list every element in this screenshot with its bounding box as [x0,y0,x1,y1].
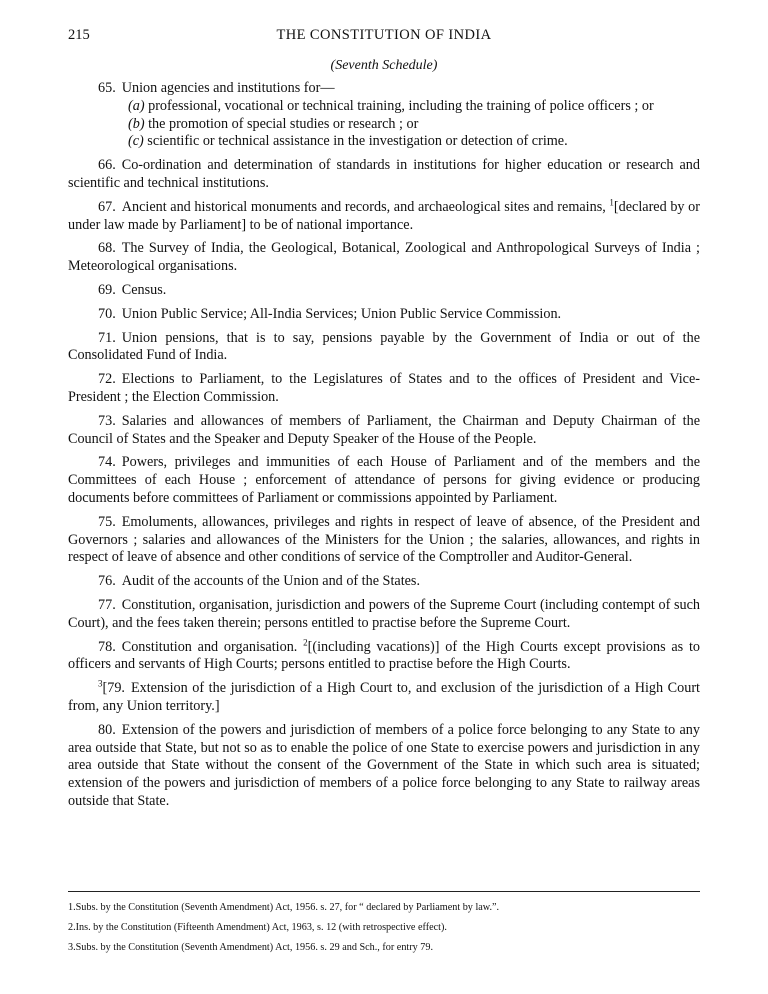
entry-text: Ancient and historical monuments and records, and archaeological sites and remains, [121,198,610,215]
entry-number: 68. [98,240,116,257]
entry-number: [79. [102,680,125,697]
entry-text: Extension of the jurisdiction of a High Court to, and exclusion of the jurisdiction of a High Court from, any Union territory.] [68,680,700,714]
entry-72 [68,371,700,407]
entry-number: 76. [98,573,116,590]
footnote-1: 1.Subs. by the Constitution (Seventh Amendment) Act, 1956. s. 27, for “ declared by Parliament by law.”. [68,902,500,913]
entry-67 [68,199,700,235]
schedule-subtitle: (Seventh Schedule) [330,58,438,73]
subitem-text: professional, vocational or technical training, including the training of police officers ; or [144,97,654,114]
entry-number: 78. [98,638,116,655]
entry-number: 80. [98,721,116,738]
subitem-label: (a) [128,97,145,114]
entry-number: 69. [98,281,116,298]
entry-68 [68,240,700,276]
entry-text-continued: [(including vacations)] of the High Courts except provisions as to officers and servants of High Courts; persons entitled to practise before the High Courts. [68,638,700,673]
entry-text: Union Public Service; All-India Services; Union Public Service Commission. [121,305,562,322]
entry-text-continued: [declared by or under law made by Parliament] to be of national importance. [68,198,700,233]
footnote-ref[interactable]: 3 [98,678,103,689]
footnote-ref[interactable]: 1 [609,197,614,208]
subitem-b [128,116,700,134]
entry-text: The Survey of India, the Geological, Botanical, Zoological and Anthropological Surveys of India ; Meteorological organisations. [68,240,700,275]
page-header [68,27,700,47]
entry-70 [68,306,700,324]
footnote-3: 3.Subs. by the Constitution (Seventh Amendment) Act, 1956. s. 29 and Sch., for entry 79. [68,942,434,953]
entry-text: Audit of the accounts of the Union and of the States. [121,573,420,590]
entry-number: 66. [98,157,116,174]
entry-text: Salaries and allowances of members of Parliament, the Chairman and Deputy Chairman of the Council of States and the Speaker and Deputy Speaker of the House of the People. [68,412,700,447]
entry-number: 70. [98,305,116,322]
subitem-label: (c) [128,133,144,150]
entry-65-subitems [128,98,700,151]
subitem-text: the promotion of special studies or research ; or [144,115,419,132]
entry-65 [68,80,700,98]
entry-number: 72. [98,371,116,388]
entry-text: Constitution and organisation. [121,638,304,655]
entry-number: 67. [98,198,116,215]
running-title: THE CONSTITUTION OF INDIA [276,27,492,43]
entries-list [68,80,700,817]
entry-77 [68,597,700,633]
footnote-divider [68,891,700,892]
entry-71 [68,330,700,366]
entry-text: Union agencies and institutions for— [121,80,335,96]
entry-number: 74. [98,454,116,471]
entry-74 [68,454,700,507]
entry-number: 71. [98,329,116,346]
entry-73 [68,413,700,449]
entry-text: Constitution, organisation, jurisdiction and powers of the Supreme Court (including contempt of such Court), and the fees taken therein; persons entitled to practise before the Supreme Court. [68,596,700,631]
page-number: 215 [68,27,90,43]
footnote-2: 2.Ins. by the Constitution (Fifteenth Amendment) Act, 1963, s. 12 (with retrospective effect). [68,922,447,933]
entry-80 [68,722,700,811]
entry-78 [68,636,700,675]
entry-69 [68,282,700,300]
subitem-text: scientific or technical assistance in the investigation or detection of crime. [143,133,568,150]
footnote-ref[interactable]: 2 [303,636,308,647]
entry-75 [68,514,700,567]
footnotes [68,898,708,958]
entry-66 [68,157,700,193]
entry-text: Co-ordination and determination of standards in institutions for higher education or research and scientific and technical institutions. [68,157,700,191]
entry-text: Elections to Parliament, to the Legislatures of States and to the offices of President and Vice-President ; the Election Commission. [68,371,700,405]
entry-number: 75. [98,513,116,530]
subitem-label: (b) [128,115,145,132]
entry-76 [68,573,700,591]
entry-79 [68,680,700,716]
entry-text: Powers, privileges and immunities of each House of Parliament and of the members and the Committees of each House ; enforcement of attendance of persons for giving evidence or producing documents before committees of Parliament or commissions appointed by Parliament. [68,454,700,506]
subitem-a [128,98,700,116]
entry-number: 73. [98,412,116,429]
entry-text: Union pensions, that is to say, pensions payable by the Government of India or out of the Consolidated Fund of India. [68,329,700,364]
entry-number: 65. [98,80,116,96]
entry-text: Extension of the powers and jurisdiction of members of a police force belonging to any State to any area outside that State, but not so as to enable the police of one State to exercise powers and jurisdiction in any area outside that State without the consent of the Government of the State in which such area is situated; extension of the powers and jurisdiction of members of a police force belonging to any State to railway areas outside that State. [68,721,700,809]
entry-text: Census. [121,281,167,298]
subitem-c [128,133,700,151]
entry-text: Emoluments, allowances, privileges and rights in respect of leave of absence, of the President and Governors ; salaries and allowances of the Ministers for the Union ; the salaries, allowances, and rights in respect of leave of absence and other conditions of service of the Comptroller and Auditor-General. [68,513,700,566]
entry-number: 77. [98,596,116,613]
